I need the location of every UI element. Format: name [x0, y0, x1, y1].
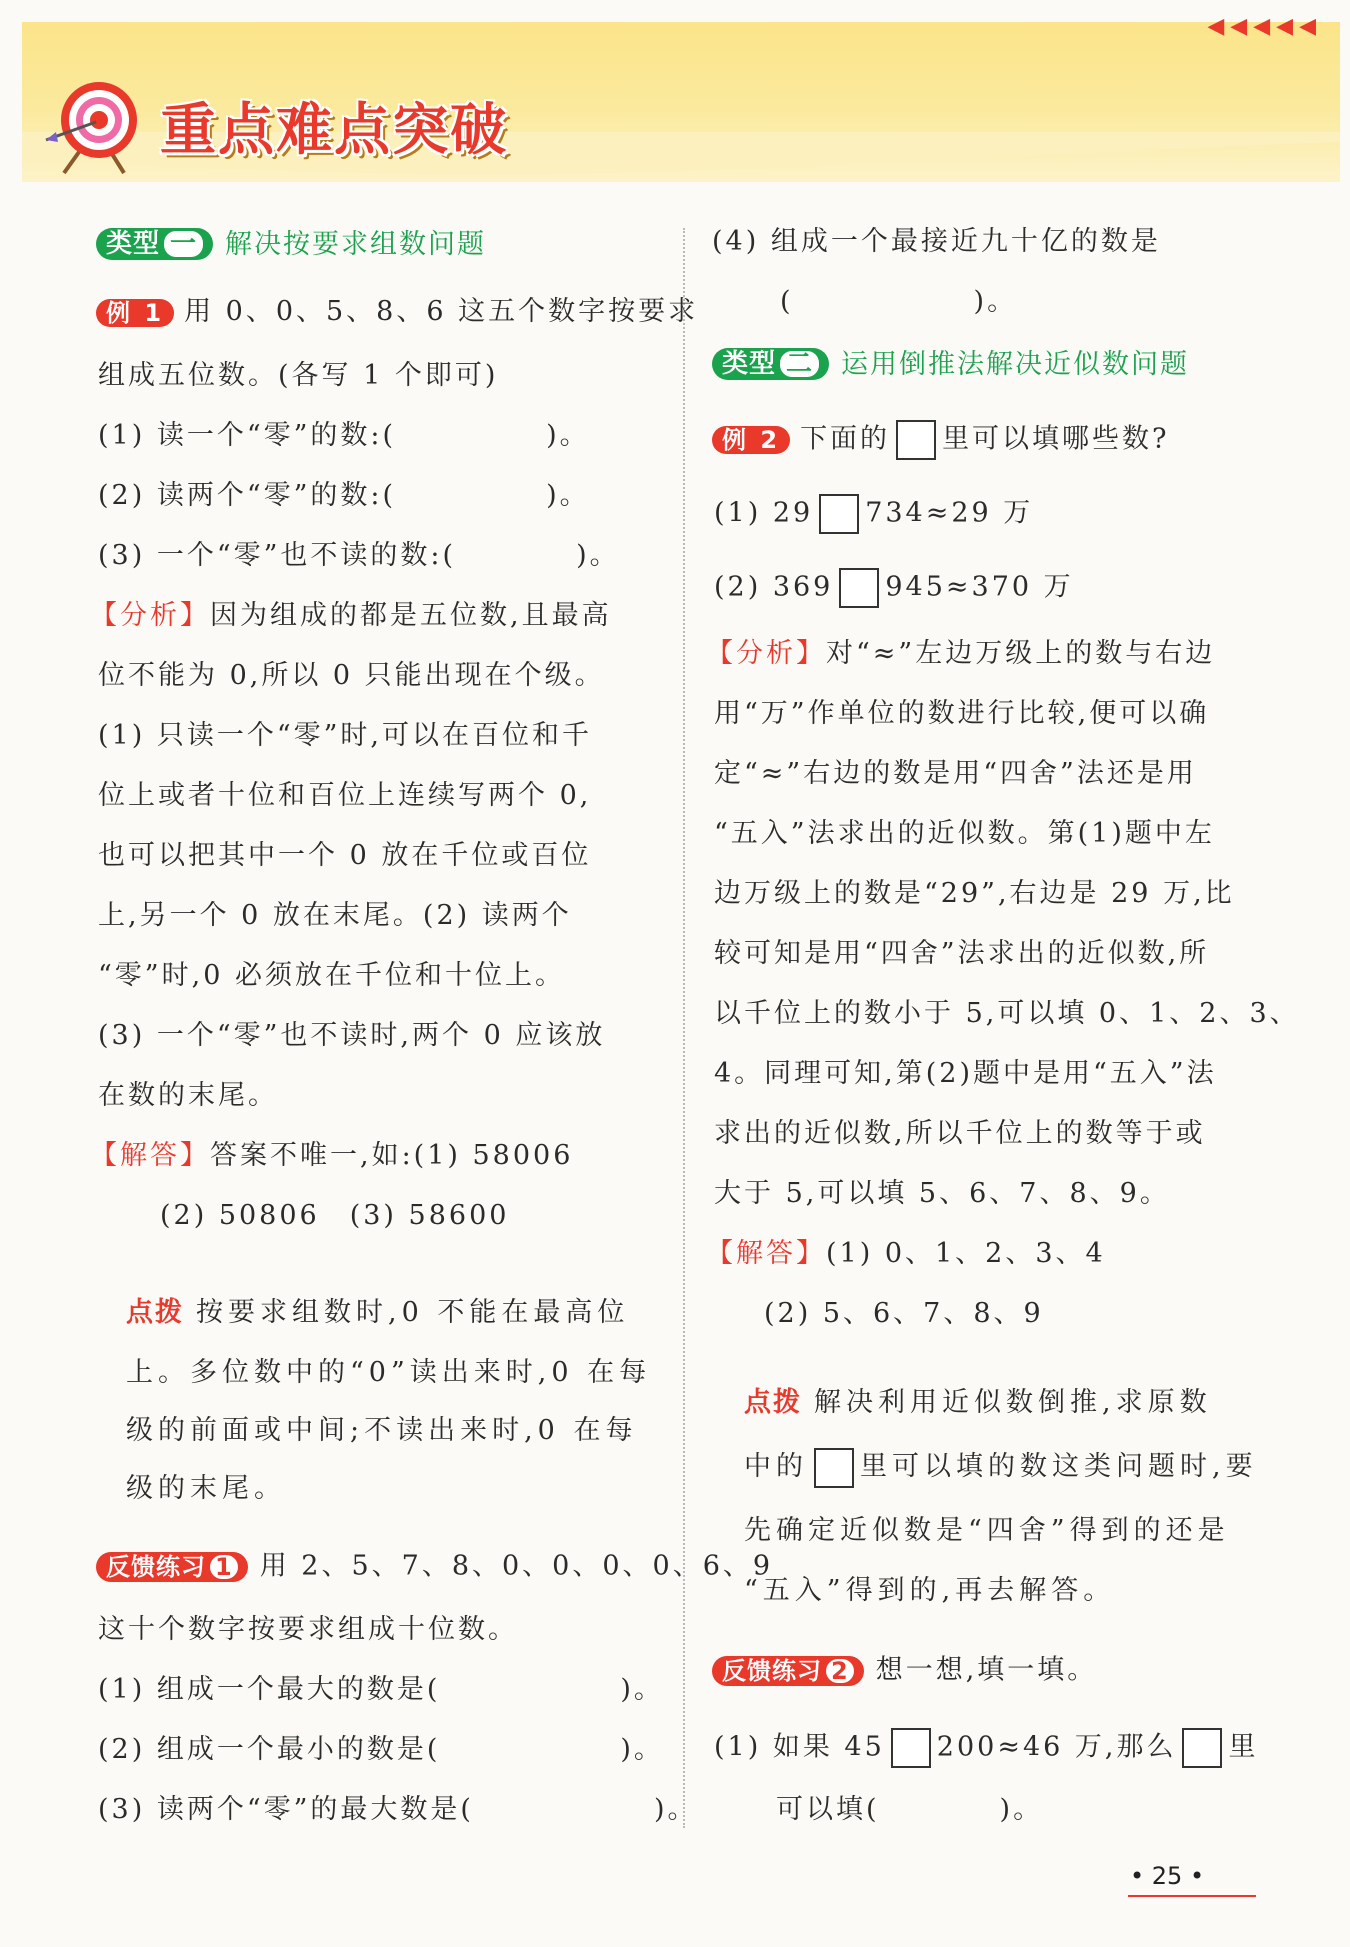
page-number-underline	[1128, 1895, 1256, 1897]
analysis1-line3: (1) 只读一个“零”时,可以在百位和千	[98, 720, 593, 751]
ex1-q2: (2) 读两个“零”的数:( )。	[98, 480, 590, 511]
type1-heading	[96, 228, 486, 260]
answer1-label: 【解答】	[90, 1140, 210, 1171]
analysis2-line2: 用“万”作单位的数进行比较,便可以确	[714, 698, 1210, 729]
tip1-line2: 上。多位数中的“0”读出来时,0 在每	[126, 1357, 652, 1388]
target-icon	[44, 78, 154, 178]
ex1-q3: (3) 一个“零”也不读的数:( )。	[98, 540, 620, 571]
ex1-line2: 组成五位数。(各写 1 个即可)	[98, 360, 499, 391]
fb2-box-1[interactable]	[891, 1728, 931, 1768]
analysis2-line1: 【分析】对“≈”左边万级上的数与右边	[706, 638, 1216, 669]
analysis2-line7: 以千位上的数小于 5,可以填 0、1、2、3、	[714, 998, 1300, 1029]
q4-line1: (4) 组成一个最接近九十亿的数是	[712, 226, 1161, 257]
analysis2-line9: 求出的近似数,所以千位上的数等于或	[714, 1118, 1206, 1149]
ex1-q1: (1) 读一个“零”的数:( )。	[98, 420, 590, 451]
analysis1-line6: 上,另一个 0 放在末尾。(2) 读两个	[98, 900, 572, 931]
tip-blank-box	[814, 1448, 854, 1488]
fb1-q1: (1) 组成一个最大的数是( )。	[98, 1674, 664, 1705]
answer-box-2[interactable]	[839, 568, 879, 608]
ex2-q1: (1) 29 734≈29 万	[714, 494, 1033, 534]
page-number: • 25 •	[1130, 1862, 1205, 1890]
type2-title: 运用倒推法解决近似数问题	[841, 348, 1190, 380]
type2-tag: 类型 二	[712, 348, 829, 380]
fb2-badge: 反馈练习 2	[712, 1656, 864, 1686]
fb2-q1-line2: 可以填( )。	[776, 1794, 1044, 1825]
tip1-line3: 级的前面或中间;不读出来时,0 在每	[126, 1415, 638, 1446]
analysis2-label: 【分析】	[706, 638, 826, 669]
answer1-line1: 【解答】答案不唯一,如:(1) 58006	[90, 1140, 574, 1171]
tip2-line4: “五入”得到的,再去解答。	[744, 1575, 1116, 1606]
tip2-line2: 中的 里可以填的数这类问题时,要	[744, 1444, 1258, 1488]
analysis1-line4: 位上或者十位和百位上连续写两个 0,	[98, 780, 592, 811]
column-divider	[683, 228, 685, 1828]
tip1-line1: 点拨 按要求组数时,0 不能在最高位	[126, 1297, 630, 1328]
answer2-line1: 【解答】(1) 0、1、2、3、4	[706, 1238, 1106, 1269]
type1-title: 解决按要求组数问题	[225, 228, 487, 260]
fb1-q3: (3) 读两个“零”的最大数是( )。	[98, 1794, 698, 1825]
tip2-line1: 点拨 解决利用近似数倒推,求原数	[744, 1387, 1212, 1418]
answer-box-1[interactable]	[819, 494, 859, 534]
analysis2-line10: 大于 5,可以填 5、6、7、8、9。	[714, 1178, 1170, 1209]
fb2-box-2	[1182, 1728, 1222, 1768]
fb1-badge: 反馈练习 1	[96, 1552, 248, 1582]
analysis2-line5: 边万级上的数是“29”,右边是 29 万,比	[714, 878, 1235, 909]
type1-tag: 类型 一	[96, 228, 213, 260]
fb2-line1: 反馈练习 2 想一想,填一填。	[712, 1656, 1097, 1686]
tip1-line4: 级的末尾。	[126, 1473, 286, 1504]
fb2-q1: (1) 如果 45 200≈46 万,那么 里	[714, 1728, 1258, 1768]
fb1-q2: (2) 组成一个最小的数是( )。	[98, 1734, 664, 1765]
type2-heading	[712, 348, 1189, 380]
analysis2-line4: “五入”法求出的近似数。第(1)题中左	[714, 818, 1215, 849]
analysis1-line2: 位不能为 0,所以 0 只能出现在个级。	[98, 660, 605, 691]
page-title: 重点难点突破	[160, 98, 508, 163]
ex1-line1: 例 1 用 0、0、5、8、6 这五个数字按要求	[96, 298, 698, 327]
analysis1-line5: 也可以把其中一个 0 放在千位或百位	[98, 840, 592, 871]
analysis1-line1: 【分析】因为组成的都是五位数,且最高	[90, 600, 612, 631]
blank-box	[896, 420, 936, 460]
ex2-line1: 例 2 下面的 里可以填哪些数?	[712, 420, 1170, 460]
tip2-line3: 先确定近似数是“四舍”得到的还是	[744, 1515, 1230, 1546]
header-arrows: ◀◀◀◀◀	[1207, 14, 1322, 39]
analysis2-line3: 定“≈”右边的数是用“四舍”法还是用	[714, 758, 1197, 789]
ex2-q2: (2) 369 945≈370 万	[714, 568, 1074, 608]
analysis2-line6: 较可知是用“四舍”法求出的近似数,所	[714, 938, 1210, 969]
analysis2-line8: 4。同理可知,第(2)题中是用“五入”法	[714, 1058, 1217, 1089]
analysis1-line7: “零”时,0 必须放在千位和十位上。	[98, 960, 565, 991]
q4-line2: ( )。	[780, 286, 1018, 317]
fb1-line2: 这十个数字按要求组成十位数。	[98, 1614, 518, 1645]
analysis1-line8: (3) 一个“零”也不读时,两个 0 应该放	[98, 1020, 606, 1051]
answer2-label: 【解答】	[706, 1238, 826, 1269]
answer2-line2: (2) 5、6、7、8、9	[764, 1298, 1044, 1329]
analysis1-label: 【分析】	[90, 600, 210, 631]
tip1-label: 点拨	[126, 1297, 184, 1328]
answer1-line2: (2) 50806 (3) 58600	[160, 1200, 510, 1231]
ex2-badge: 例 2	[712, 426, 790, 454]
tip2-label: 点拨	[744, 1387, 802, 1418]
analysis1-line9: 在数的末尾。	[98, 1080, 278, 1111]
fb1-line1: 反馈练习 1 用 2、5、7、8、0、0、0、0、6、9	[96, 1552, 773, 1582]
ex1-badge: 例 1	[96, 299, 174, 327]
